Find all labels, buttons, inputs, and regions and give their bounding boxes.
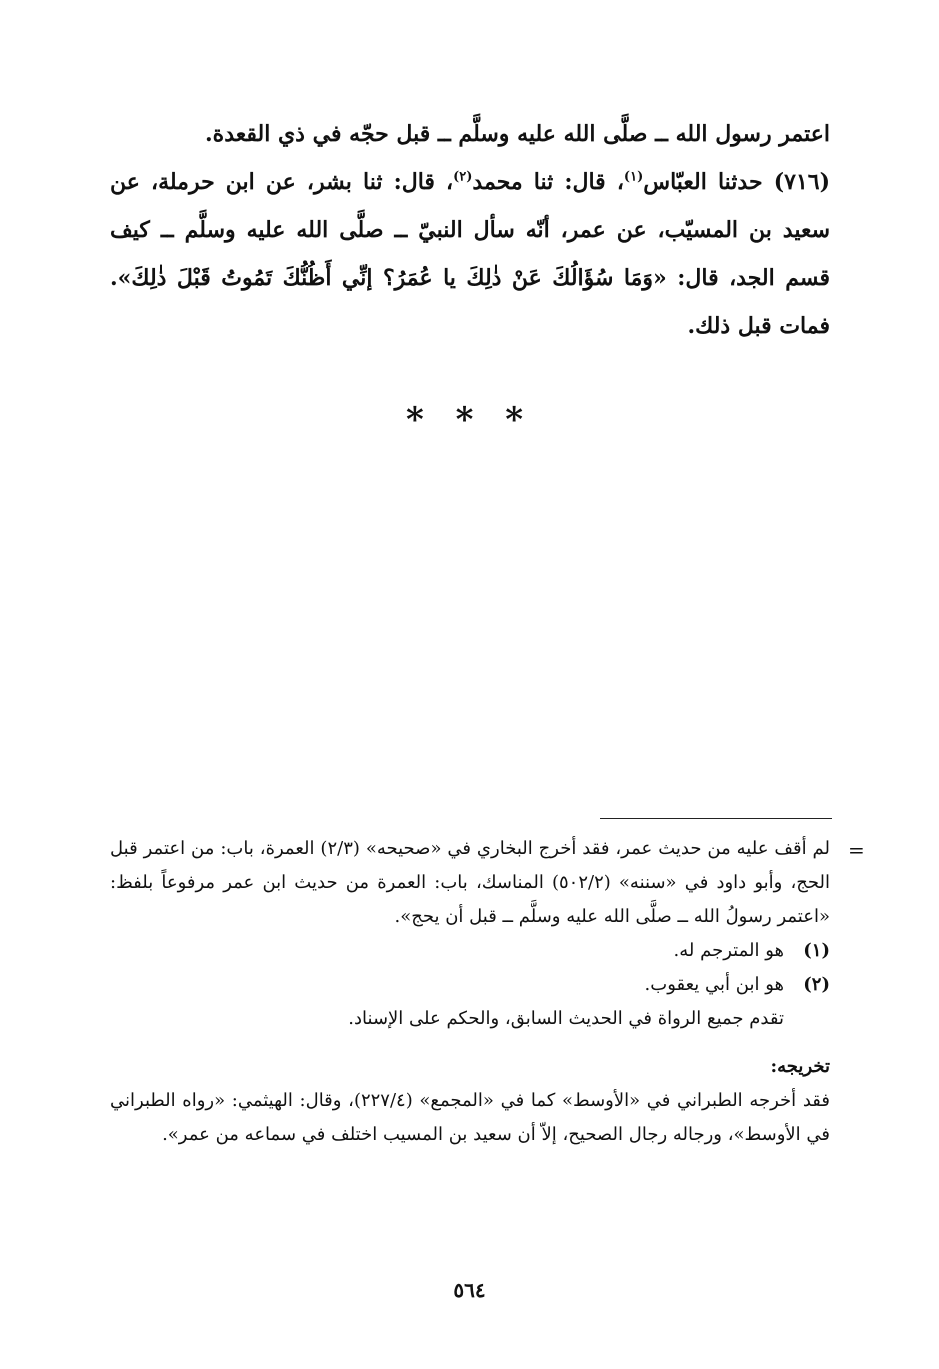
footnote-ref-2[interactable]: (٢)	[453, 169, 473, 185]
hadith-text-part-2: ، قال: ثنا محمد	[472, 169, 624, 195]
hadith-text-part-3: ، قال: ثنا بشر، عن ابن حرملة، عن سعيد بن المسيّب، عن عمر، أنّه سأل النبيّ ــ صلَّى الله عليه وسلَّم ــ كيف قسم الجد، قال: «وَمَا سُؤَالُكَ عَنْ ذٰلِكَ يا عُمَرُ؟ إنِّي أَظُنُّكَ تَمُوتُ قَبْلَ ذٰلِكَ». فمات قبل ذلك.	[110, 169, 830, 339]
footnote-note: تقدم جميع الرواة في الحديث السابق، والحكم على الإسناد.	[348, 1008, 784, 1029]
main-text	[110, 110, 830, 350]
continued-line: اعتمر رسول الله ــ صلَّى الله عليه وسلَّم ــ قبل حجّه في ذي القعدة.	[205, 121, 830, 147]
footnote-text: هو المترجم له.	[673, 940, 784, 961]
footnote-text: هو ابن أبي يعقوب.	[644, 974, 784, 995]
footnotes	[110, 832, 830, 1152]
continuation-mark: =	[848, 838, 865, 862]
hadith-paragraph	[110, 158, 830, 350]
footnote-item	[110, 934, 830, 968]
footnote-ref-1[interactable]: (١)	[623, 169, 644, 185]
hadith-number: (٧١٦)	[773, 169, 830, 195]
footnote-number: (٢)	[803, 974, 830, 995]
footnote-note-row	[110, 1002, 830, 1036]
footnote-divider	[600, 818, 832, 819]
footnote-continuation: لم أقف عليه من حديث عمر، فقد أخرج البخاري في «صحيحه» (٢/٣) العمرة، باب: من اعتمر قبل الحج، وأبو داود في «سننه» (٥٠٢/٢) المناسك، باب: العمرة من حديث ابن عمر مرفوعاً بلفظ: «اعتمر رسولُ الله ــ صلَّى الله عليه وسلَّم ــ قبل أن يحج».	[110, 838, 831, 927]
footnote-item	[110, 968, 830, 1002]
takhrij-text: فقد أخرجه الطبراني في «الأوسط» كما في «المجمع» (٢٢٧/٤)، وقال: الهيثمي: «رواه الطبراني في الأوسط»، ورجاله رجال الصحيح، إلاّ أن سعيد بن المسيب اختلف في سماعه من عمر».	[110, 1090, 830, 1145]
takhrij-heading: تخريجه:	[770, 1056, 830, 1077]
hadith-text-part-1: حدثنا العبّاس	[643, 169, 774, 195]
footnote-number: (١)	[803, 940, 830, 961]
page-number: ٥٦٤	[453, 1278, 486, 1302]
section-separator: * * *	[405, 400, 533, 440]
